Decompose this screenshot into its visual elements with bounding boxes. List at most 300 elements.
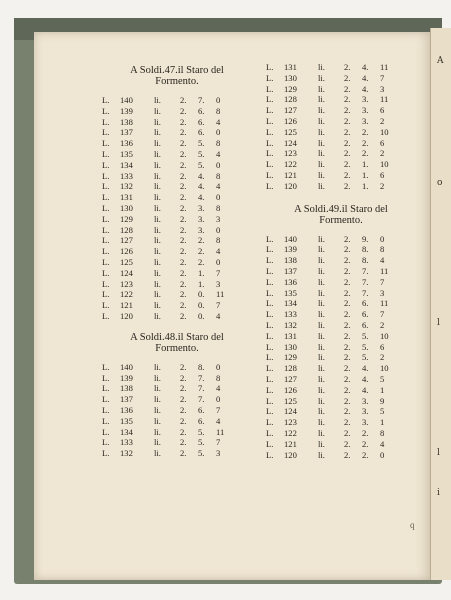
- row-prefix: L.: [266, 148, 274, 159]
- row-soldi: 5.: [198, 437, 205, 448]
- row-number: 127: [284, 105, 297, 116]
- row-unit: li.: [154, 116, 161, 127]
- row-lire: 2.: [344, 352, 351, 363]
- row-unit: li.: [318, 94, 325, 105]
- row-number: 127: [284, 373, 297, 384]
- row-number: 136: [284, 276, 297, 287]
- table-row: [266, 159, 416, 170]
- row-lire: 2.: [344, 169, 351, 180]
- table-row: [102, 171, 252, 182]
- row-soldi: 5.: [198, 159, 205, 170]
- row-denari: 9: [380, 395, 385, 406]
- table-row: [266, 298, 416, 309]
- row-number: 138: [284, 255, 297, 266]
- row-number: 122: [120, 289, 133, 300]
- row-prefix: L.: [266, 384, 274, 395]
- row-unit: li.: [318, 352, 325, 363]
- row-prefix: L.: [102, 361, 110, 372]
- row-soldi: 4.: [362, 83, 369, 94]
- row-denari: 0: [216, 361, 221, 372]
- row-lire: 2.: [180, 148, 187, 159]
- row-number: 132: [120, 181, 133, 192]
- row-denari: 7: [380, 276, 385, 287]
- table-row: [266, 277, 416, 288]
- row-lire: 2.: [180, 448, 187, 459]
- book-page: [34, 32, 432, 580]
- row-lire: 2.: [180, 394, 187, 405]
- row-prefix: L.: [266, 449, 274, 460]
- row-prefix: L.: [102, 224, 110, 235]
- row-lire: 2.: [344, 330, 351, 341]
- row-unit: li.: [154, 448, 161, 459]
- row-number: 131: [120, 192, 133, 203]
- table-row: [266, 73, 416, 84]
- table-row: [266, 116, 416, 127]
- row-number: 135: [284, 287, 297, 298]
- row-prefix: L.: [102, 105, 110, 116]
- row-prefix: L.: [266, 363, 274, 374]
- table-row: [102, 373, 252, 384]
- row-prefix: L.: [266, 137, 274, 148]
- row-unit: li.: [318, 395, 325, 406]
- table-row: [102, 405, 252, 416]
- row-prefix: L.: [266, 105, 274, 116]
- row-denari: 1: [380, 417, 385, 428]
- row-denari: 8: [216, 105, 221, 116]
- row-lire: 2.: [344, 83, 351, 94]
- section-heading-continued: Formento.: [155, 342, 199, 354]
- row-soldi: 3.: [198, 202, 205, 213]
- row-number: 128: [284, 363, 297, 374]
- row-number: 133: [120, 437, 133, 448]
- row-number: 126: [284, 115, 297, 126]
- table-row: [102, 279, 252, 290]
- row-soldi: 1.: [362, 159, 369, 170]
- row-lire: 2.: [180, 159, 187, 170]
- row-soldi: 1.: [198, 267, 205, 278]
- row-lire: 2.: [344, 384, 351, 395]
- row-denari: 10: [380, 159, 389, 170]
- row-denari: 4: [216, 415, 221, 426]
- row-soldi: 6.: [362, 298, 369, 309]
- next-page-mark: l: [437, 448, 440, 458]
- row-soldi: 3.: [362, 417, 369, 428]
- row-unit: li.: [154, 202, 161, 213]
- row-soldi: 4.: [362, 384, 369, 395]
- row-soldi: 3.: [198, 224, 205, 235]
- row-unit: li.: [318, 255, 325, 266]
- row-denari: 3: [216, 213, 221, 224]
- row-denari: 4: [380, 255, 385, 266]
- table-rows: [102, 95, 252, 322]
- row-lire: 2.: [180, 310, 187, 321]
- row-lire: 2.: [344, 180, 351, 191]
- row-denari: 0: [216, 127, 221, 138]
- row-denari: 8: [216, 235, 221, 246]
- row-unit: li.: [154, 213, 161, 224]
- row-soldi: 5.: [362, 330, 369, 341]
- table-row: [266, 439, 416, 450]
- row-unit: li.: [318, 363, 325, 374]
- table-row: [102, 362, 252, 373]
- row-denari: 2: [380, 319, 385, 330]
- row-soldi: 4.: [362, 72, 369, 83]
- row-lire: 2.: [180, 116, 187, 127]
- row-unit: li.: [154, 394, 161, 405]
- row-unit: li.: [154, 361, 161, 372]
- row-prefix: L.: [102, 170, 110, 181]
- row-lire: 2.: [180, 138, 187, 149]
- row-number: 133: [120, 170, 133, 181]
- row-soldi: 5.: [198, 448, 205, 459]
- row-soldi: 5.: [198, 148, 205, 159]
- table-row: [102, 448, 252, 459]
- row-prefix: L.: [266, 427, 274, 438]
- row-soldi: 2.: [362, 137, 369, 148]
- row-soldi: 6.: [362, 309, 369, 320]
- row-denari: 2: [380, 115, 385, 126]
- table-row: [102, 300, 252, 311]
- row-denari: 4: [216, 383, 221, 394]
- row-lire: 2.: [344, 126, 351, 137]
- next-page-mark: l: [437, 318, 440, 328]
- row-prefix: L.: [102, 256, 110, 267]
- table-row: [102, 289, 252, 300]
- row-unit: li.: [154, 138, 161, 149]
- row-unit: li.: [154, 181, 161, 192]
- section-heading-continued: Formento.: [319, 214, 363, 226]
- table-row: [266, 181, 416, 192]
- row-denari: 6: [380, 105, 385, 116]
- row-soldi: 2.: [362, 148, 369, 159]
- table-row: [266, 84, 416, 95]
- row-denari: 6: [380, 137, 385, 148]
- row-number: 134: [284, 298, 297, 309]
- row-lire: 2.: [344, 363, 351, 374]
- row-denari: 2: [380, 148, 385, 159]
- row-number: 136: [120, 138, 133, 149]
- row-unit: li.: [318, 137, 325, 148]
- row-unit: li.: [318, 341, 325, 352]
- row-number: 137: [120, 394, 133, 405]
- row-lire: 2.: [180, 361, 187, 372]
- row-prefix: L.: [266, 265, 274, 276]
- row-lire: 2.: [180, 415, 187, 426]
- row-unit: li.: [318, 265, 325, 276]
- row-unit: li.: [318, 83, 325, 94]
- table-row: [266, 320, 416, 331]
- row-unit: li.: [154, 127, 161, 138]
- row-number: 124: [120, 267, 133, 278]
- row-soldi: 5.: [362, 341, 369, 352]
- row-soldi: 3.: [362, 105, 369, 116]
- row-soldi: 7.: [362, 276, 369, 287]
- row-denari: 0: [216, 95, 221, 105]
- row-number: 134: [120, 426, 133, 437]
- row-unit: li.: [318, 449, 325, 460]
- row-prefix: L.: [102, 246, 110, 257]
- row-unit: li.: [318, 105, 325, 116]
- row-number: 124: [284, 137, 297, 148]
- row-unit: li.: [318, 115, 325, 126]
- row-number: 123: [120, 278, 133, 289]
- row-soldi: 4.: [362, 62, 369, 72]
- row-prefix: L.: [266, 83, 274, 94]
- table-row: [102, 416, 252, 427]
- row-unit: li.: [154, 224, 161, 235]
- table-row: [102, 235, 252, 246]
- table-row: [266, 234, 416, 245]
- row-soldi: 7.: [198, 95, 205, 105]
- row-soldi: 2.: [362, 438, 369, 449]
- row-soldi: 7.: [362, 287, 369, 298]
- row-unit: li.: [154, 105, 161, 116]
- row-number: 122: [284, 159, 297, 170]
- row-unit: li.: [154, 170, 161, 181]
- table-row: [266, 309, 416, 320]
- row-lire: 2.: [180, 278, 187, 289]
- row-prefix: L.: [266, 244, 274, 255]
- row-soldi: 2.: [362, 427, 369, 438]
- row-soldi: 7.: [198, 394, 205, 405]
- row-lire: 2.: [180, 289, 187, 300]
- table-row: [266, 352, 416, 363]
- row-soldi: 4.: [362, 363, 369, 374]
- table-row: [102, 117, 252, 128]
- row-denari: 1: [380, 384, 385, 395]
- row-number: 140: [120, 361, 133, 372]
- row-number: 128: [120, 224, 133, 235]
- row-prefix: L.: [102, 278, 110, 289]
- table-row: [266, 331, 416, 342]
- row-lire: 2.: [344, 62, 351, 72]
- row-soldi: 0.: [198, 300, 205, 311]
- row-prefix: L.: [266, 62, 274, 72]
- next-page-mark: o: [437, 178, 443, 188]
- row-soldi: 1.: [362, 180, 369, 191]
- row-lire: 2.: [180, 235, 187, 246]
- row-unit: li.: [318, 148, 325, 159]
- row-prefix: L.: [266, 94, 274, 105]
- row-prefix: L.: [266, 438, 274, 449]
- row-denari: 0: [216, 256, 221, 267]
- row-lire: 2.: [344, 72, 351, 83]
- row-soldi: 6.: [362, 319, 369, 330]
- row-lire: 2.: [344, 265, 351, 276]
- row-prefix: L.: [102, 148, 110, 159]
- row-prefix: L.: [266, 287, 274, 298]
- row-prefix: L.: [102, 437, 110, 448]
- table-row: [266, 127, 416, 138]
- row-prefix: L.: [266, 417, 274, 428]
- row-number: 133: [284, 309, 297, 320]
- row-number: 125: [284, 395, 297, 406]
- row-lire: 2.: [344, 159, 351, 170]
- row-soldi: 6.: [198, 404, 205, 415]
- row-number: 129: [284, 352, 297, 363]
- row-denari: 4: [216, 181, 221, 192]
- row-number: 122: [284, 427, 297, 438]
- row-lire: 2.: [344, 244, 351, 255]
- row-soldi: 1.: [362, 169, 369, 180]
- row-soldi: 8.: [362, 244, 369, 255]
- row-prefix: L.: [102, 235, 110, 246]
- row-lire: 2.: [180, 213, 187, 224]
- table-row: [102, 181, 252, 192]
- row-lire: 2.: [344, 105, 351, 116]
- row-soldi: 5.: [362, 352, 369, 363]
- row-unit: li.: [318, 180, 325, 191]
- row-soldi: 0.: [198, 310, 205, 321]
- table-row: [266, 288, 416, 299]
- row-denari: 11: [380, 94, 389, 105]
- row-number: 131: [284, 62, 297, 72]
- row-prefix: L.: [102, 426, 110, 437]
- table-row: [102, 268, 252, 279]
- row-lire: 2.: [344, 449, 351, 460]
- row-prefix: L.: [266, 72, 274, 83]
- row-unit: li.: [154, 267, 161, 278]
- row-lire: 2.: [344, 298, 351, 309]
- row-lire: 2.: [180, 256, 187, 267]
- row-prefix: L.: [266, 341, 274, 352]
- row-lire: 2.: [344, 287, 351, 298]
- row-lire: 2.: [180, 372, 187, 383]
- row-denari: 4: [380, 438, 385, 449]
- row-soldi: 6.: [198, 116, 205, 127]
- table-row: [102, 437, 252, 448]
- row-lire: 2.: [344, 137, 351, 148]
- row-unit: li.: [318, 330, 325, 341]
- next-page-mark: i: [437, 488, 440, 498]
- row-lire: 2.: [180, 202, 187, 213]
- table-row: [266, 363, 416, 374]
- row-number: 132: [284, 319, 297, 330]
- row-unit: li.: [318, 62, 325, 72]
- table-row: [266, 62, 416, 73]
- row-number: 125: [120, 256, 133, 267]
- row-lire: 2.: [344, 438, 351, 449]
- row-prefix: L.: [266, 395, 274, 406]
- row-unit: li.: [154, 278, 161, 289]
- row-unit: li.: [154, 437, 161, 448]
- row-number: 134: [120, 159, 133, 170]
- row-soldi: 3.: [362, 94, 369, 105]
- row-denari: 10: [380, 330, 389, 341]
- row-prefix: L.: [266, 159, 274, 170]
- row-prefix: L.: [102, 202, 110, 213]
- row-number: 129: [284, 83, 297, 94]
- row-prefix: L.: [102, 383, 110, 394]
- row-denari: 11: [380, 298, 389, 309]
- row-number: 125: [284, 126, 297, 137]
- row-prefix: L.: [102, 213, 110, 224]
- row-lire: 2.: [344, 417, 351, 428]
- row-number: 137: [120, 127, 133, 138]
- row-lire: 2.: [344, 94, 351, 105]
- section-heading: A Soldi.49.il Staro del: [294, 203, 388, 215]
- row-soldi: 7.: [362, 265, 369, 276]
- row-unit: li.: [154, 246, 161, 257]
- row-lire: 2.: [344, 148, 351, 159]
- row-denari: 10: [380, 363, 389, 374]
- row-denari: 2: [380, 180, 385, 191]
- row-denari: 0: [380, 449, 385, 460]
- row-lire: 2.: [180, 437, 187, 448]
- row-denari: 11: [380, 62, 389, 72]
- row-unit: li.: [154, 404, 161, 415]
- row-denari: 0: [216, 192, 221, 203]
- row-lire: 2.: [344, 276, 351, 287]
- row-prefix: L.: [266, 352, 274, 363]
- row-prefix: L.: [266, 115, 274, 126]
- table-row: [102, 246, 252, 257]
- table-row: [266, 374, 416, 385]
- row-prefix: L.: [102, 448, 110, 459]
- row-soldi: 5.: [198, 138, 205, 149]
- row-denari: 11: [216, 426, 225, 437]
- row-denari: 0: [216, 224, 221, 235]
- row-unit: li.: [318, 438, 325, 449]
- row-soldi: 2.: [198, 256, 205, 267]
- row-prefix: L.: [266, 180, 274, 191]
- row-denari: 4: [216, 246, 221, 257]
- row-unit: li.: [154, 426, 161, 437]
- row-number: 126: [284, 384, 297, 395]
- row-unit: li.: [318, 72, 325, 83]
- row-unit: li.: [318, 126, 325, 137]
- row-lire: 2.: [344, 395, 351, 406]
- row-number: 120: [284, 449, 297, 460]
- row-denari: 2: [380, 352, 385, 363]
- table-row: [102, 225, 252, 236]
- row-prefix: L.: [266, 298, 274, 309]
- row-number: 140: [120, 95, 133, 105]
- row-number: 136: [120, 404, 133, 415]
- row-prefix: L.: [266, 319, 274, 330]
- row-number: 124: [284, 406, 297, 417]
- row-lire: 2.: [344, 341, 351, 352]
- row-unit: li.: [318, 427, 325, 438]
- row-lire: 2.: [344, 406, 351, 417]
- row-lire: 2.: [180, 95, 187, 105]
- row-prefix: L.: [102, 181, 110, 192]
- row-prefix: L.: [102, 394, 110, 405]
- row-lire: 2.: [344, 115, 351, 126]
- row-number: 130: [284, 72, 297, 83]
- row-lire: 2.: [180, 426, 187, 437]
- row-unit: li.: [318, 169, 325, 180]
- table-row: [266, 417, 416, 428]
- table-row: [266, 170, 416, 181]
- row-denari: 7: [380, 309, 385, 320]
- row-lire: 2.: [180, 383, 187, 394]
- table-row: [266, 94, 416, 105]
- row-denari: 7: [216, 300, 221, 311]
- row-denari: 5: [380, 373, 385, 384]
- row-lire: 2.: [180, 127, 187, 138]
- row-soldi: 3.: [362, 115, 369, 126]
- row-lire: 2.: [180, 170, 187, 181]
- row-denari: 6: [380, 341, 385, 352]
- row-unit: li.: [154, 300, 161, 311]
- row-prefix: L.: [102, 415, 110, 426]
- row-number: 131: [284, 330, 297, 341]
- row-prefix: L.: [102, 372, 110, 383]
- row-soldi: 5.: [198, 426, 205, 437]
- table-row: [266, 342, 416, 353]
- row-soldi: 2.: [198, 246, 205, 257]
